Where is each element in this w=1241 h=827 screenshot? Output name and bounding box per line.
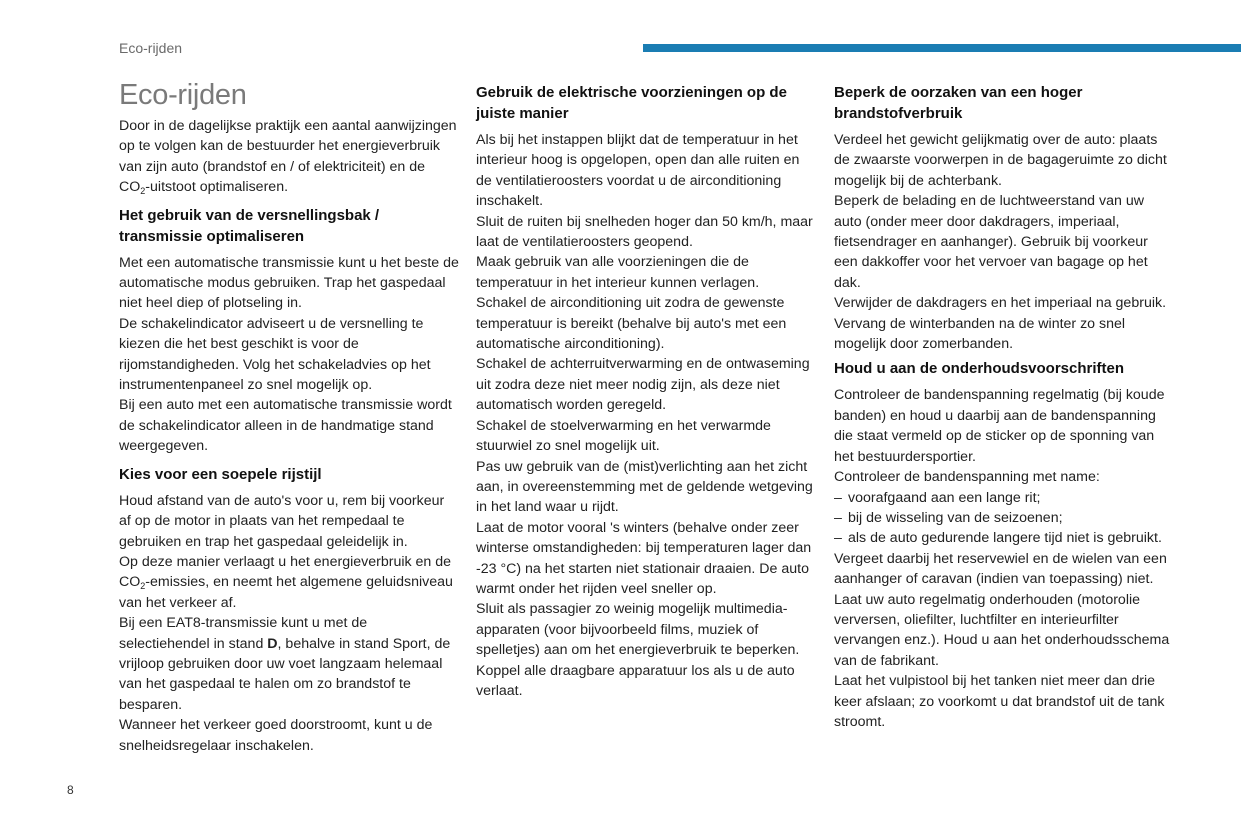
paragraph: Sluit de ruiten bij snelheden hoger dan 50 km/h, maar laat de ventilatieroosters geopend.: [476, 213, 813, 251]
intro-text-a: Door in de dagelijkse praktijk een aantal aanwijzingen op te volgen kan de bestuurder het energieverbruik van zijn auto (brandstof en / of elektriciteit) en de CO: [119, 118, 457, 196]
list-item: [834, 528, 1174, 548]
text: Bij een EAT8-transmissie kunt u met de selectiehendel in stand: [119, 615, 368, 652]
list-item-text: als de auto gedurende langere tijd niet is gebruikt.: [848, 530, 1162, 547]
section-heading-maintenance: Houd u aan de onderhoudsvoorschriften: [834, 360, 1125, 378]
paragraph: Verdeel het gewicht gelijkmatig over de auto: plaats de zwaarste voorwerpen in de bagageruimte zo dicht mogelijk bij de achterbank.: [834, 132, 1167, 189]
paragraph: Als bij het instappen blijkt dat de temperatuur in het interieur hoog is opgelopen, open dan alle ruiten en de ventilatieroosters voordat u de airconditioning inschakelt.: [476, 132, 800, 210]
list-item: [834, 508, 1174, 528]
page-title: Eco-rijden: [119, 79, 247, 111]
section-heading-fuel-consumption: Beperk de oorzaken van een hoger brandstofverbruik: [834, 84, 1083, 122]
column-middle: [476, 78, 816, 701]
text: -emissies, en neemt het algemene geluidsniveau van het verkeer af.: [119, 574, 453, 611]
page-number: 8: [67, 783, 74, 797]
paragraph: Bij een auto met een automatische transmissie wordt de schakelindicator alleen in de handmatige stand weergegeven.: [119, 397, 452, 455]
paragraph: Laat uw auto regelmatig onderhouden (motorolie verversen, oliefilter, luchtfilter en interieurfilter vervangen enz.). Houd u aan het onderhoudsschema van de fabrikant.: [834, 591, 1170, 669]
intro-paragraph: [119, 116, 459, 198]
paragraph: Schakel de achterruitverwarming en de ontwaseming uit zodra deze niet meer nodig zijn, als deze niet automatisch worden geregeld.: [476, 356, 810, 414]
header-accent-bar: [643, 44, 1241, 52]
text: Op deze manier verlaagt u het energieverbruik en de CO: [119, 553, 452, 591]
paragraph: De schakelindicator adviseert u de versnelling te kiezen die het best geschikt is voor de rijomstandigheden. Volg het schakeladvies op het instrumentenpaneel zo snel mogelijk op.: [119, 315, 431, 394]
paragraph: Controleer de bandenspanning regelmatig (bij koude banden) en houd u daarbij aan de bandenspanning die staat vermeld op de sticker op de sponning van het bestuurdersportier.: [834, 387, 1165, 465]
paragraph: Vergeet daarbij het reservewiel en de wielen van een aanhanger of caravan (indien van toepassing) niet.: [834, 550, 1167, 588]
list-item-text: bij de wisseling van de seizoenen;: [848, 509, 1063, 526]
paragraph: Met een automatische transmissie kunt u het beste de automatische modus gebruiken. Trap het gaspedaal niet heel diep of plotseling in.: [119, 254, 459, 312]
dash-list: [834, 488, 1174, 549]
paragraph: Maak gebruik van alle voorzieningen die de temperatuur in het interieur kunnen verlagen.: [476, 254, 760, 291]
dash-bullet: –: [834, 489, 842, 506]
column-right: [834, 78, 1174, 732]
paragraph: Schakel de airconditioning uit zodra de gewenste temperatuur is bereikt (behalve bij auto's met een automatische airconditioning).: [476, 295, 787, 353]
dash-bullet: –: [834, 509, 842, 526]
paragraph: Vervang de winterbanden na de winter zo snel mogelijk door zomerbanden.: [834, 315, 1126, 353]
paragraph: Beperk de belading en de luchtweerstand van uw auto (onder meer door dakdragers, imperiaal, fietsendrager en aanhanger). Gebruik bij voorkeur een dakkoffer voor het vervoer van bagage op het dak.: [834, 193, 1148, 291]
paragraph: Wanneer het verkeer goed doorstroomt, kunt u de snelheidsregelaar inschakelen.: [119, 717, 433, 754]
subscript: 2: [140, 581, 146, 592]
text: , behalve in stand Sport, de vrijloop gebruiken door uw voet langzaam helemaal van het gaspedaal te halen om zo brandstof te besparen.: [119, 635, 451, 713]
paragraph: Pas uw gebruik van de (mist)verlichting aan het zicht aan, in overeenstemming met de geldende wetgeving in het land waar u rijdt.: [476, 458, 813, 516]
paragraph: Laat het vulpistool bij het tanken niet meer dan drie keer afslaan; zo voorkomt u dat brandstof uit de tank stroomt.: [834, 673, 1165, 730]
paragraph: Sluit als passagier zo weinig mogelijk multimedia-apparaten (voor bijvoorbeeld films, muziek of spelletjes) aan om het energieverbruik te beperken.: [476, 601, 800, 659]
column-left: [119, 78, 459, 756]
dash-bullet: –: [834, 530, 842, 547]
paragraph: Schakel de stoelverwarming en het verwarmde stuurwiel zo snel mogelijk uit.: [476, 417, 771, 455]
section-heading-electrical: Gebruik de elektrische voorzieningen op de juiste manier: [476, 84, 787, 122]
paragraph: Controleer de bandenspanning met name:: [834, 469, 1100, 486]
intro-text-b: -uitstoot optimaliseren.: [145, 179, 289, 196]
running-header: Eco-rijden: [119, 40, 183, 56]
paragraph: Laat de motor vooral 's winters (behalve onder zeer winterse omstandigheden: bij temperaturen lager dan -23 °C) na het starten niet stationair draaien. De auto warmt onder het rijden veel sneller op.: [476, 519, 812, 597]
list-item-text: voorafgaand aan een lange rit;: [848, 489, 1041, 506]
paragraph: Koppel alle draagbare apparatuur los als u de auto verlaat.: [476, 662, 795, 699]
gear-position-d: D: [267, 635, 278, 652]
paragraph: Houd afstand van de auto's voor u, rem bij voorkeur af op de motor in plaats van het rempedaal te gebruiken en trap het gaspedaal geleidelijk in.: [119, 492, 445, 550]
section-heading-driving-style: Kies voor een soepele rijstijl: [119, 465, 322, 483]
section-heading-transmission: Het gebruik van de versnellingsbak / transmissie optimaliseren: [119, 206, 380, 245]
paragraph: [119, 613, 459, 715]
paragraph: Verwijder de dakdragers en het imperiaal na gebruik.: [834, 295, 1167, 312]
paragraph: [119, 552, 459, 613]
list-item: [834, 488, 1174, 508]
intro-subscript: 2: [140, 186, 146, 197]
